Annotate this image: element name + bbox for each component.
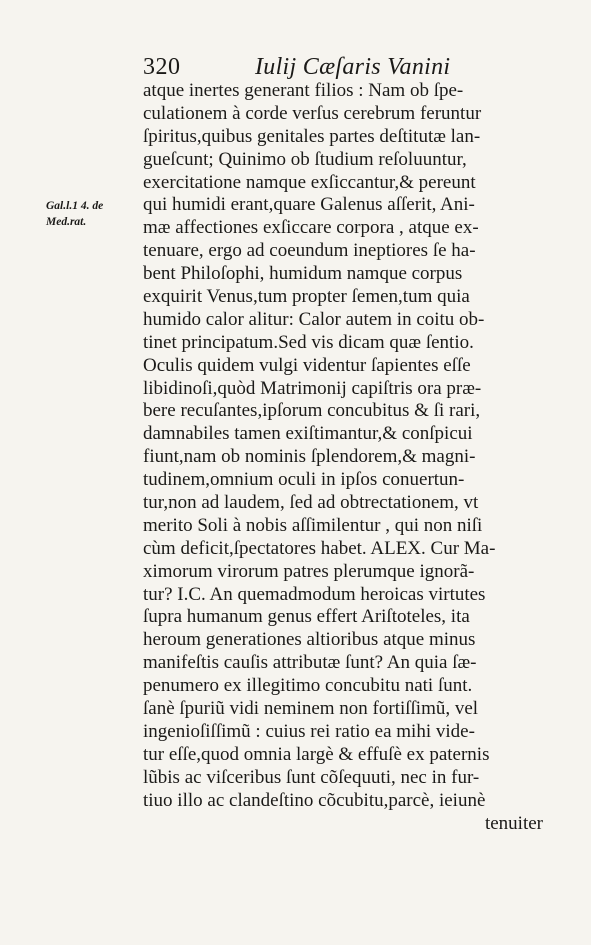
- page-header: [143, 52, 463, 82]
- text-line: tur eſſe,quod omnia largè & effuſè ex paternis: [143, 743, 490, 765]
- text-line: mæ affectiones exſiccare corpora , atque ex-: [143, 217, 479, 239]
- text-line: tur,non ad laudem, ſed ad obtrectationem, vt: [143, 492, 479, 514]
- margin-note-line: Gal.l.1 4. de: [46, 200, 104, 212]
- text-line: ingenioſiſſimũ : cuius rei ratio ea mihi vide-: [143, 720, 475, 742]
- text-line: tur? I.C. An quemadmodum heroicas virtutes: [143, 583, 486, 605]
- text-line: manifeſtis cauſis attributæ ſunt? An quia ſæ-: [143, 652, 477, 674]
- page-number: 320: [143, 54, 181, 80]
- text-line: libidinoſi,quòd Matrimonij capiſtris ora præ-: [143, 377, 482, 399]
- margin-note: [46, 198, 142, 230]
- text-line: ſanè ſpuriũ vidi neminem non fortiſſimũ, vel: [143, 698, 479, 720]
- text-line: damnabiles tamen exiſtimantur,& conſpicui: [143, 423, 473, 445]
- text-line: bent Philoſophi, humidum namque corpus: [143, 263, 463, 285]
- text-line: Oculis quidem vulgi videntur ſapientes eſſe: [143, 354, 471, 376]
- catchword: tenuiter: [484, 812, 543, 834]
- text-line: cùm deficit,ſpectatores habet. ALEX. Cur Ma-: [143, 537, 496, 559]
- text-line: qui humidi erant,quare Galenus aſſerit, Ani-: [143, 194, 475, 216]
- text-line: exercitatione namque exſiccantur,& pereunt: [143, 171, 476, 193]
- text-line: tiuo illo ac clandeſtino cõcubitu,parcè, ieiunè: [143, 789, 486, 811]
- text-line: atque inertes generant filios : Nam ob ſpe-: [143, 80, 464, 101]
- text-line: culationem à corde verſus cerebrum feruntur: [143, 102, 482, 124]
- text-line: gueſcunt; Quinimo ob ſtudium reſoluuntur,: [143, 148, 467, 170]
- text-line: tenuare, ergo ad coeundum ineptiores ſe ha-: [143, 240, 476, 262]
- text-line: tudinem,omnium oculi in ipſos conuertun-: [143, 469, 465, 491]
- running-head: Iulij Cæſaris Vanini: [255, 54, 451, 80]
- text-line: penumero ex illegitimo concubitu nati ſunt.: [143, 675, 473, 697]
- body-text: [143, 80, 553, 835]
- text-line: merito Soli à nobis aſſimilentur , qui non niſi: [143, 514, 483, 536]
- text-line: tinet principatum.Sed vis dicam quæ ſentio.: [143, 331, 474, 353]
- text-line: exquirit Venus,tum propter ſemen,tum quia: [143, 286, 470, 308]
- text-line: bere recuſantes,ipſorum concubitus & ſi rari,: [143, 400, 481, 422]
- text-line: heroum generationes altioribus atque minus: [143, 629, 476, 651]
- text-line: humido calor alitur: Calor autem in coitu ob-: [143, 308, 485, 330]
- text-line: fiunt,nam ob nominis ſplendorem,& magni-: [143, 446, 476, 468]
- text-line: ſpiritus,quibus genitales partes deſtitutæ lan-: [143, 125, 481, 147]
- text-line: lũbis ac viſceribus ſunt cõſequuti, nec in fur-: [143, 766, 480, 788]
- text-line: ſupra humanum genus effert Ariſtoteles, ita: [143, 606, 470, 628]
- text-line: ximorum virorum patres plerumque ignorã-: [143, 560, 475, 582]
- margin-note-line: Med.rat.: [46, 216, 87, 228]
